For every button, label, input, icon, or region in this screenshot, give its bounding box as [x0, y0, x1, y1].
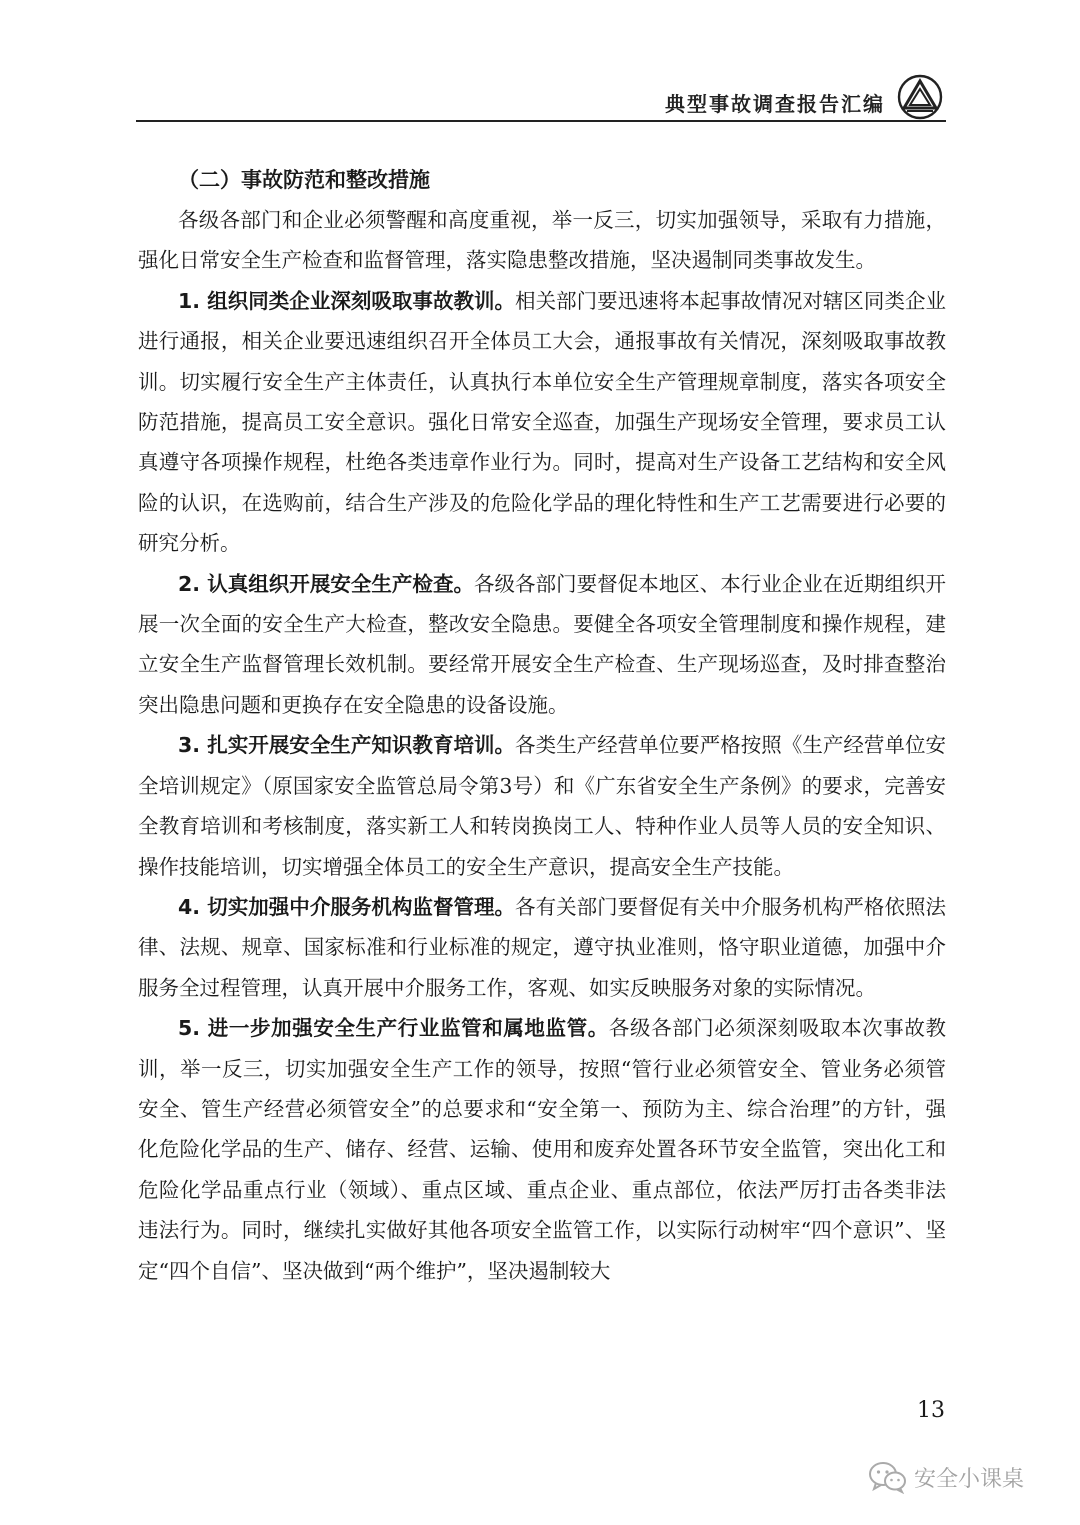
measure-paragraph-1 — [138, 281, 946, 564]
header-divider — [136, 120, 946, 122]
measure-1-lead: 1. 组织同类企业深刻吸取事故教训。 — [178, 288, 516, 313]
measure-2-lead: 2. 认真组织开展安全生产检查。 — [178, 571, 474, 596]
measure-4-lead: 4. 切实加强中介服务机构监督管理。 — [178, 894, 516, 919]
measure-paragraph-4 — [138, 887, 946, 1008]
measure-paragraph-5 — [138, 1008, 946, 1291]
measure-5-text: 各级各部门必须深刻吸取本次事故教训，举一反三，切实加强安全生产工作的领导，按照“管行业必须管安全、管业务必须管安全、管生产经营必须管安全”的总要求和“安全第一、预防为主、综合治理”的方针，强化危险化学品的生产、储存、经营、运输、使用和废弃处置各环节安全监管，突出化工和危险化学品重点行业（领域）、重点区域、重点企业、重点部位，依法严厉打击各类非法违法行为。同时，继续扎实做好其他各项安全监管工作，以实际行动树牢“四个意识”、坚定“四个自信”、坚决做到“两个维护”，坚决遏制较大 — [138, 1016, 947, 1283]
triangle-logo-icon — [895, 74, 945, 120]
measure-3-text: 各类生产经营单位要严格按照《生产经营单位安全培训规定》（原国家安全监管总局令第3号）和《广东省安全生产条例》的要求，完善安全教育培训和考核制度，落实新工人和转岗换岗工人、特种作业人员等人员的安全知识、操作技能培训，切实增强全体员工的安全生产意识，提高安全生产技能。 — [138, 733, 946, 879]
measure-2-text: 各级各部门要督促本地区、本行业企业在近期组织开展一次全面的安全生产大检查，整改安全隐患。要健全各项安全管理制度和操作规程，建立安全生产监督管理长效机制。要经常开展安全生产检查、生产现场巡查，及时排查整治突出隐患问题和更换存在安全隐患的设备设施。 — [138, 571, 946, 717]
measure-4-text: 各有关部门要督促有关中介服务机构严格依照法律、法规、规章、国家标准和行业标准的规定，遵守执业准则，恪守职业道德，加强中介服务全过程管理，认真开展中介服务工作，客观、如实反映服务对象的实际情况。 — [138, 894, 946, 1000]
section-heading: （二）事故防范和整改措施 — [178, 167, 430, 192]
measure-3-lead: 3. 扎实开展安全生产知识教育培训。 — [178, 733, 516, 758]
measure-1-text: 相关部门要迅速将本起事故情况对辖区同类企业进行通报，相关企业要迅速组织召开全体员工大会，通报事故有关情况，深刻吸取事故教训。切实履行安全生产主体责任，认真执行本单位安全生产管理规章制度，落实各项安全防范措施，提高员工安全意识。强化日常安全巡查，加强生产现场安全管理，要求员工认真遵守各项操作规程，杜绝各类违章作业行为。同时，提高对生产设备工艺结构和安全风险的认识，在选购前，结合生产涉及的危险化学品的理化特性和生产工艺需要进行必要的研究分析。 — [138, 288, 946, 556]
page-number: 13 — [917, 1398, 945, 1423]
wechat-watermark — [868, 1457, 1058, 1497]
measure-paragraph-2 — [138, 564, 946, 726]
running-header-title: 典型事故调查报告汇编 — [665, 92, 885, 116]
document-body — [138, 160, 946, 1291]
measure-paragraph-3 — [138, 725, 946, 887]
wechat-icon — [868, 1460, 908, 1494]
measure-5-lead: 5. 进一步加强安全生产行业监管和属地监管。 — [178, 1016, 609, 1041]
intro-paragraph: 各级各部门和企业必须警醒和高度重视，举一反三，切实加强领导，采取有力措施，强化日常安全生产检查和监督管理，落实隐患整改措施，坚决遏制同类事故发生。 — [138, 208, 946, 273]
watermark-text: 安全小课桌 — [914, 1466, 1025, 1492]
